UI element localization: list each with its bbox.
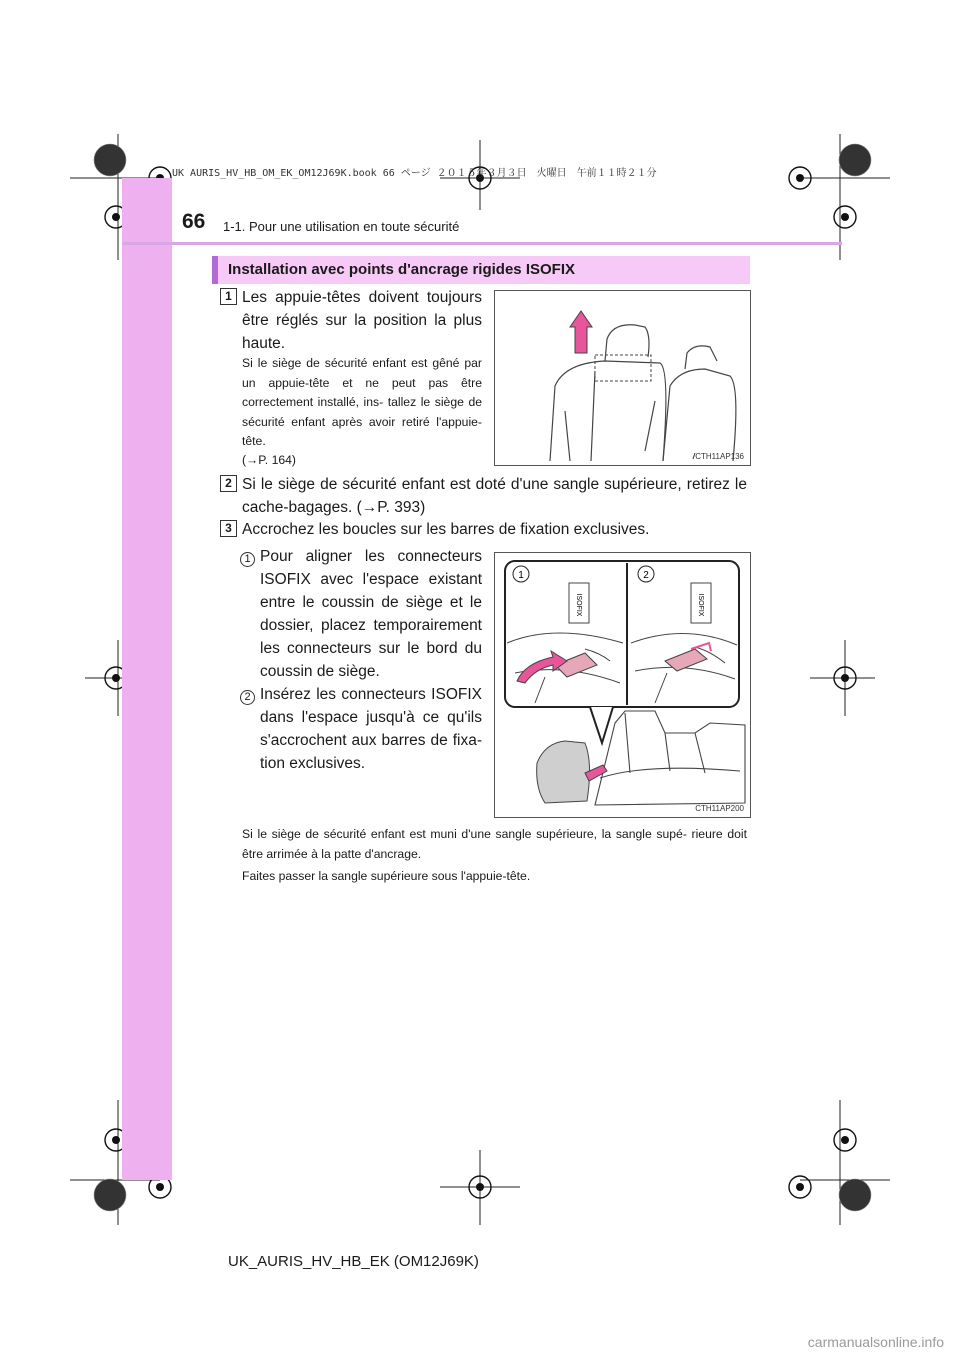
substep-2-text: Insérez les connecteurs ISOFIX dans l'espace jusqu'à ce qu'ils s'accrochent aux barres de fixa- tion exclusives.	[260, 686, 482, 772]
figure-code: CTH11AP136	[695, 452, 744, 461]
side-band	[122, 178, 172, 1180]
step-1-note: Si le siège de sécurité enfant est gêné par un appuie-tête et ne peut pas être correctement installé, ins- tallez le siège de sécurité enfant après avoir retiré l'appuie-tête.	[242, 356, 482, 448]
substep-1-text: Pour aligner les connecteurs ISOFIX avec l'espace existant entre le coussin de siège et le dossier, placez temporairement les connecteurs sur le bord du coussin de siège.	[260, 548, 482, 680]
step-1-page-ref: (→P. 164)	[242, 453, 296, 467]
substep-1-number: 1	[240, 552, 255, 567]
inset-1-number: 1	[518, 570, 524, 581]
substep-2-number: 2	[240, 690, 255, 705]
footer-code: UK_AURIS_HV_HB_EK (OM12J69K)	[228, 1253, 479, 1270]
page-number: 66	[182, 210, 206, 233]
figure-code-2: CTH11AP200	[695, 804, 744, 813]
section-title: Installation avec points d'ancrage rigides ISOFIX	[212, 256, 750, 284]
step-2-number: 2	[220, 475, 237, 492]
step-3-text: Accrochez les boucles sur les barres de fixation exclusives.	[242, 521, 650, 538]
headrest-figure	[494, 290, 751, 466]
isofix-figure	[494, 552, 751, 818]
step-2-text: Si le siège de sécurité enfant est doté d'une sangle supérieure, retirez le cache-bagages. (→P. 393)	[242, 476, 747, 516]
step-1-number: 1	[220, 288, 237, 305]
isofix-illustration	[495, 553, 750, 817]
section-path: 1-1. Pour une utilisation en toute sécurité	[223, 219, 460, 234]
step-3-number: 3	[220, 520, 237, 537]
print-metadata: UK AURIS_HV_HB_OM_EK_OM12J69K.book 66 ページ ２０１５年３月３日 火曜日 午前１１時２１分	[172, 168, 657, 179]
note-under-headrest: Faites passer la sangle supérieure sous l'appuie-tête.	[242, 869, 531, 883]
header-rule	[122, 242, 842, 245]
note-top-strap: Si le siège de sécurité enfant est muni d'une sangle supérieure, la sangle supé- rieure doit être arrimée à la patte d'ancrage.	[242, 827, 747, 861]
watermark: carmanualsonline.info	[807, 1334, 944, 1350]
isofix-label-right: ISOFIX	[697, 593, 704, 617]
headrest-illustration	[495, 291, 750, 465]
isofix-label-left: ISOFIX	[575, 593, 582, 617]
step-1-text: Les appuie-têtes doivent toujours être réglés sur la position la plus haute.	[242, 289, 482, 352]
inset-2-number: 2	[643, 570, 649, 581]
